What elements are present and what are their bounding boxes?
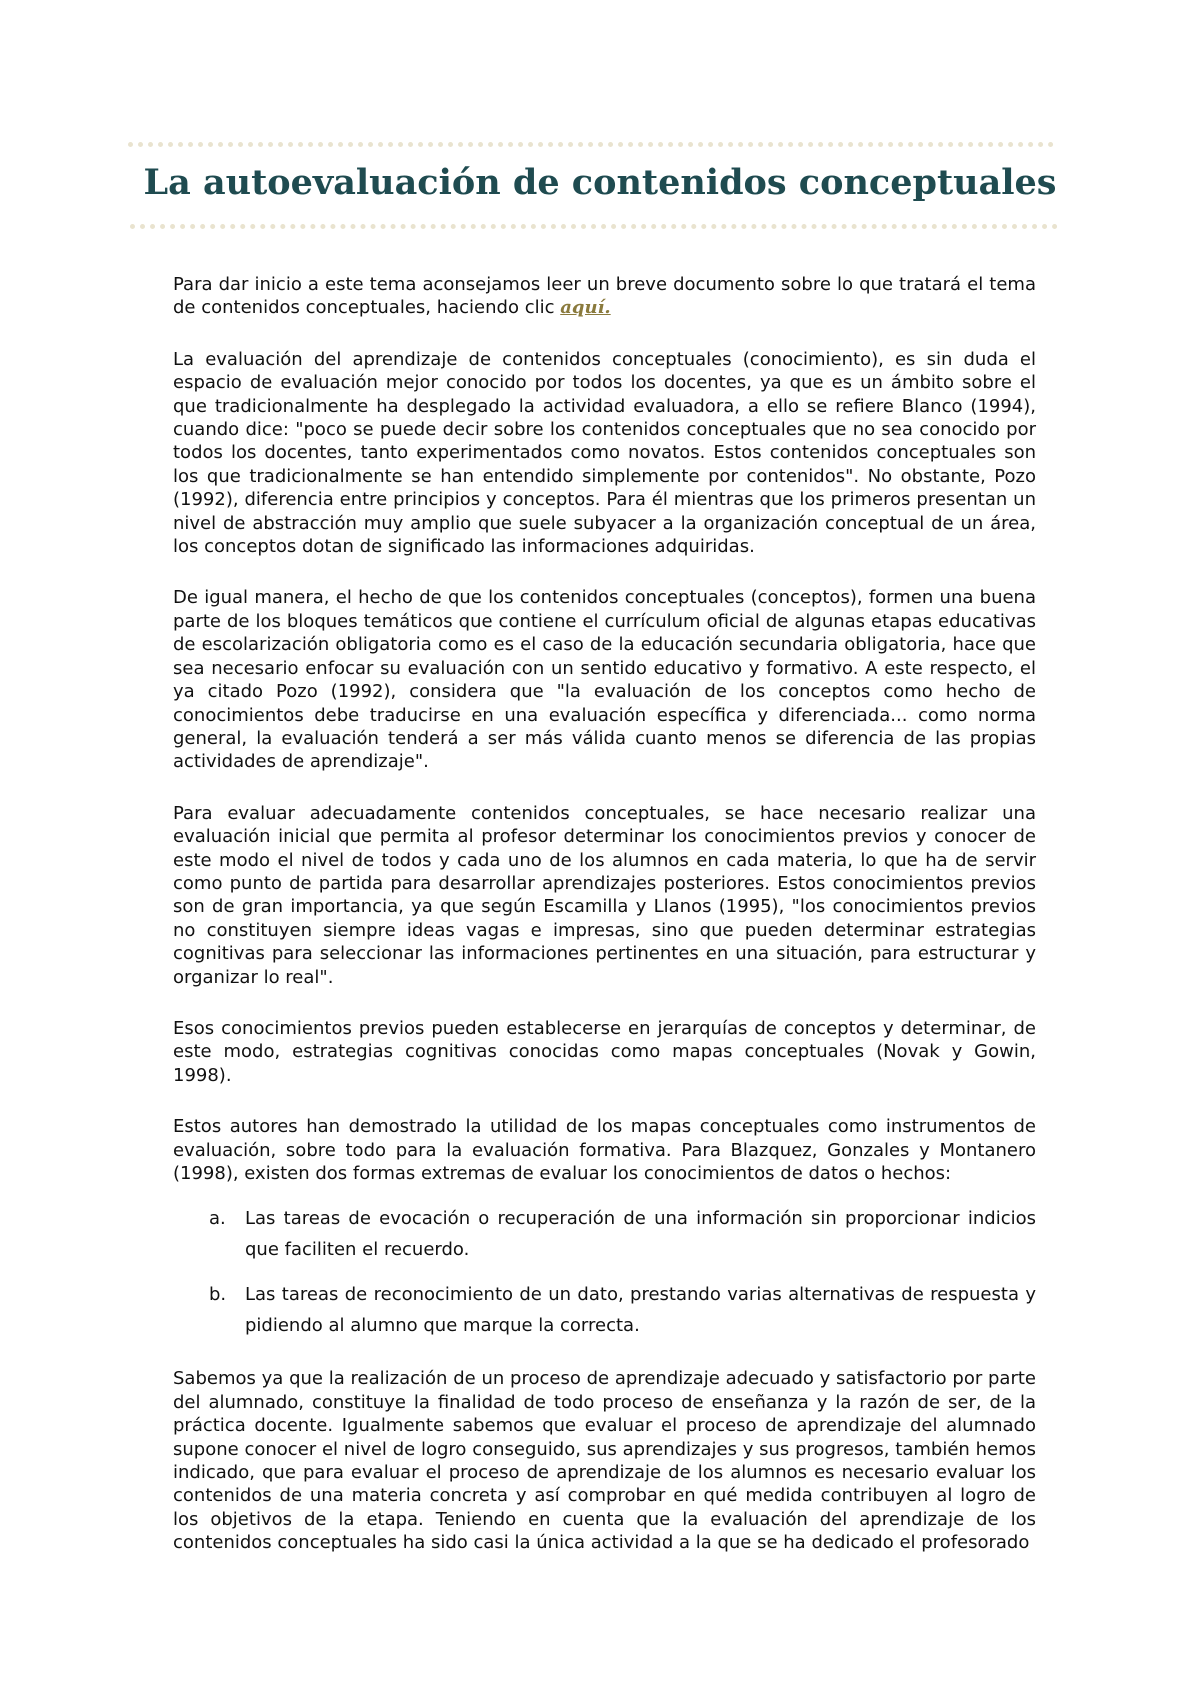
body-paragraph: La evaluación del aprendizaje de contenidos conceptuales (conocimiento), es sin duda el espacio de evaluación mejor conocido por todos los docentes, ya que es un ámbito sobre el que tradicionalmente ha desplegado la actividad evaluadora, a ello se refiere Blanco (1994), cuando dice: "poco se puede decir sobre los contenidos conceptuales que no sea conocido por todos los docentes, tanto experimentados como novatos. Estos contenidos conceptuales son los que tradicionalmente se han entendido simplemente por contenidos". No obstante, Pozo (1992), diferencia entre principios y conceptos. Para él mientras que los primeros presentan un nivel de abstracción muy amplio que suele subyacer a la organización conceptual de un área, los conceptos dotan de significado las informaciones adquiridas. [173,348,1036,558]
title-top-divider [128,142,1054,147]
body-paragraph: Para evaluar adecuadamente contenidos conceptuales, se hace necesario realizar una evaluación inicial que permita al profesor determinar los conocimientos previos y conocer de este modo el nivel de todos y cada uno de los alumnos en cada materia, lo que ha de servir como punto de partida para desarrollar aprendizajes posteriores. Estos conocimientos previos son de gran importancia, ya que según Escamilla y Llanos (1995), "los conocimientos previos no constituyen siempre ideas vagas e impresas, sino que pueden determinar estrategias cognitivas para seleccionar las informaciones pertinentes en una situación, para estructurar y organizar lo real". [173,802,1036,988]
closing-paragraph: Sabemos ya que la realización de un proceso de aprendizaje adecuado y satisfactorio por parte del alumnado, constituye la finalidad de todo proceso de enseñanza y la razón de ser, de la práctica docente. Igualmente sabemos que evaluar el proceso de aprendizaje del alumnado supone conocer el nivel de logro conseguido, sus aprendizajes y sus progresos, también hemos indicado, que para evaluar el proceso de aprendizaje de los alumnos es necesario evaluar los contenidos de una materia concreta y así comprobar en qué medida contribuyen al logro de los objetivos de la etapa. Teniendo en cuenta que la evaluación del aprendizaje de los contenidos conceptuales ha sido casi la única actividad a la que se ha dedicado el profesorado [173,1368,1036,1554]
intro-text: Para dar inicio a este tema aconsejamos leer un breve documento sobre lo que tratará el tema de contenidos conceptuales, haciendo clic [173,274,1036,319]
title-bottom-divider [130,224,1058,229]
body-paragraph: Esos conocimientos previos pueden establecerse en jerarquías de conceptos y determinar, de este modo, estrategias cognitivas conocidas como mapas conceptuales (Novak y Gowin, 1998). [173,1017,1036,1086]
page-title: La autoevaluación de contenidos conceptuales [143,162,1057,203]
list-marker: b. [209,1284,227,1306]
list-item-text: Las tareas de evocación o recuperación de una información sin proporcionar indicios que faciliten el recuerdo. [245,1208,1036,1261]
list-item-text: Las tareas de reconocimiento de un dato, prestando varias alternativas de respuesta y pidiendo al alumno que marque la correcta. [245,1284,1036,1337]
list-item [173,1279,1036,1341]
list-marker: a. [209,1208,226,1230]
evaluation-forms-list [173,1203,1036,1341]
aqui-link[interactable]: aquí. [560,297,611,319]
body-paragraph: De igual manera, el hecho de que los contenidos conceptuales (conceptos), formen una buena parte de los bloques temáticos que contiene el currículum oficial de algunas etapas educativas de escolarización obligatoria como es el caso de la educación secundaria obligatoria, hace que sea necesario enfocar su evaluación con un sentido educativo y formativo. A este respecto, el ya citado Pozo (1992), considera que "la evaluación de los conceptos como hecho de conocimientos debe traducirse en una evaluación específica y diferenciada... como norma general, la evaluación tenderá a ser más válida cuanto menos se diferencia de las propias actividades de aprendizaje". [173,587,1036,773]
intro-paragraph [173,273,1036,320]
document-body [173,273,1036,1583]
body-paragraph: Estos autores han demostrado la utilidad de los mapas conceptuales como instrumentos de evaluación, sobre todo para la evaluación formativa. Para Blazquez, Gonzales y Montanero (1998), existen dos formas extremas de evaluar los conocimientos de datos o hechos: [173,1116,1036,1184]
list-item [173,1203,1036,1265]
